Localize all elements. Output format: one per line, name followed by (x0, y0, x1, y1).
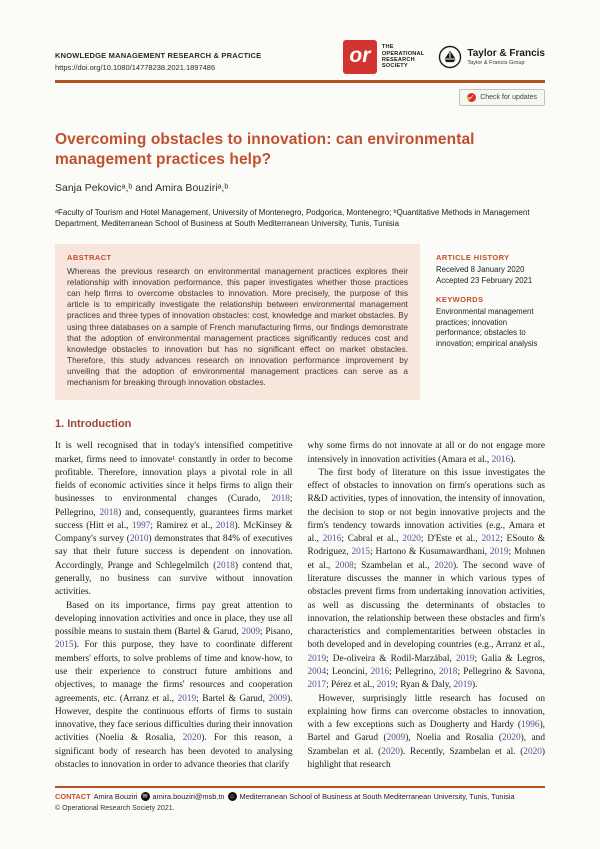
paragraph: why some firms do not innovate at all or do not engage more intensively in innovation activities (Amara et al., 2016). (307, 441, 545, 465)
contact-name: Amira Bouziri (93, 792, 138, 801)
author-names: Sanja Pekovicᵃ,ᵇ and Amira Bouziriᵃ,ᵇ (55, 181, 229, 194)
or-society-line: SOCIETY (381, 63, 408, 70)
abstract-area (55, 244, 545, 400)
check-for-updates-button[interactable] (459, 89, 545, 106)
keywords-block (436, 295, 545, 349)
check-updates-row (55, 89, 545, 106)
keywords-label: KEYWORDS (436, 295, 484, 305)
body-columns (55, 440, 545, 772)
contact-email[interactable]: amira.bouziri@msb.tn (152, 792, 225, 801)
paragraph: However, surprisingly little research has focused on explaining how firms can overcome obstacles to innovation, with a few exceptions such as Dougherty and Hardy (1996), Bartel and Garud (2009), Noelia and Rosalia (2020), and Szambelan et al. (2020). Recently, Szambelan et al. (2020) highlight that research (307, 693, 545, 770)
contact-label: CONTACT (55, 792, 91, 801)
tf-text (467, 48, 545, 66)
or-logo-icon: or (343, 40, 377, 74)
paragraph: The first body of literature on this issue investigates the effect of obstacles to innovation on firm's operations such as R&D activities, types of innovation, the intensity of innovation, the decision to stop or not begin innovative projects and the firm's tendency towards innovation activities (e.g., Amara et al., 2016; Cabral et al., 2020; D'Este et al., 2012; ESouto & Rodriguez, 2015; Hartono & Kusumawardhani, 2019; Mohnen et al., 2008; Szambelan et al., 2020). The second wave of literature discusses the manner in which various types of obstacles prevent firms from undertaking innovation activities, as well as discussing the determinants of obstacles to innovation, the relationship between these obstacles and firm's characteristics and complementarities between obstacles in both developed and in developing countries (e.g., Arranz et al., 2019; De-oliveira & Rodil-Marzábal, 2019; Galia & Legros, 2004; Leoncini, 2016; Pellegrino, 2018; Pellegrino & Savona, 2017; Pérez et al., 2019; Ryan & Daly, 2019). (307, 467, 546, 691)
building-icon: ⌂ (228, 792, 237, 801)
or-society-line: OPERATIONAL (381, 50, 425, 57)
article-history-block (436, 253, 545, 286)
or-society-text (382, 44, 425, 70)
email-icon: ✉ (142, 793, 148, 800)
journal-block (55, 51, 261, 74)
article-history-label: ARTICLE HISTORY (436, 253, 510, 263)
contact-address: Mediterranean School of Business at South Mediterranean University, Tunis, Tunisia (239, 792, 515, 801)
affiliations: ᵃFaculty of Tourism and Hotel Management, University of Montenegro, Podgorica, Montenegro; ᵇQuantitative Methods in Management Department, Mediterranean School of Business at South Mediterranean University, Tunis, Tunisia (55, 207, 530, 228)
accepted-date: Accepted 23 February 2021 (436, 275, 533, 285)
article-title: Overcoming obstacles to innovation: can environmental management practices help? (55, 131, 475, 168)
article-meta-column (436, 244, 545, 400)
page-header (55, 40, 545, 74)
logo-row (343, 40, 545, 74)
paragraph: Based on its importance, firms pay great attention to developing innovation activities and once in place, they use all possible means to sustain them (Bartel & Garud, 2009; Pisano, 2015). For this purpose, they have to coordinate different members' efforts, to solve problems of time and know-how, to use their experience to construct future ambitions and objectives, to manage the firms' resources and cooperation agreements, etc. (Arranz et al., 2019; Bartel & Garud, 2009). However, despite the continuous efforts of firms to sustain innovative, they face serious difficulties during their innovation activities (Noelia & Rosalia, 2020). For this reason, a significant body of research has been devoted to analysing obstacles to innovation in order to advance theories that clarify (55, 600, 293, 770)
header-divider (55, 80, 545, 83)
paragraph: It is well recognised that in today's intensified competitive market, firms need to innovate¹ constantly in order to become profitable. Therefore, innovation plays a pivotal role in all fields of economic activities since it helps firms to align their businesses to environmental changes (Curado, 2018; Pellegrino, 2018) and, consequently, guarantees firms market success (Hitt et al., 1997; Ramirez et al., 2018). McKinsey & Company's survey (2010) demonstrates that 84% of executives say that their future success is dependent on innovation. Accordingly, Prange and Schlegelmilch (2018) contend that, generally, no business can survive without innovation activities. (55, 441, 293, 598)
or-society-line: THE (381, 44, 394, 51)
page-footer (55, 786, 545, 812)
operational-research-society-logo (343, 40, 425, 74)
abstract-box (55, 244, 420, 400)
taylor-francis-logo (438, 45, 545, 69)
copyright-notice: © Operational Research Society 2021. (55, 805, 175, 812)
received-date: Received 8 January 2020 (436, 265, 525, 275)
crossmark-icon: ✓ (469, 94, 475, 101)
check-for-updates-label: Check for updates (480, 94, 537, 101)
doi-link[interactable]: https://doi.org/10.1080/14778238.2021.1897486 (55, 63, 216, 72)
ship-icon (438, 45, 462, 69)
abstract-text: Whereas the previous research on environmental management practices explores their relationship with innovation performance, this paper investigates whether those practices can help firms to overcome obstacles to innovation. More precisely, the purpose of this article is to empirically investigate the relationship between environmental management practices and three types of innovation obstacles: cost, knowledge and market obstacles. By using three databases on a sample of French manufacturing firms, our findings demonstrate that the adoption of environmental management practices significantly reduces cost and knowledge obstacles to innovation but has no significant effect on market obstacles. Therefore, this study advances research on innovation performance improvement by unveiling that the adoption of environmental management practices can serve as a mechanism for breaking through innovation obstacles. (67, 266, 408, 388)
footer-divider (55, 786, 545, 788)
tf-group: Taylor & Francis Group (467, 60, 525, 66)
right-column (308, 440, 546, 772)
contact-line (55, 792, 545, 801)
journal-name: KNOWLEDGE MANAGEMENT RESEARCH & PRACTICE (55, 51, 262, 60)
tf-name: Taylor & Francis (467, 48, 545, 59)
left-column (55, 440, 293, 772)
abstract-label: ABSTRACT (67, 253, 112, 263)
section-heading-introduction: 1. Introduction (55, 418, 132, 431)
or-society-line: RESEARCH (381, 57, 415, 63)
keywords-text: Environmental management practices; innovation performance; obstacles to innovation; empirical analysis (436, 307, 538, 348)
